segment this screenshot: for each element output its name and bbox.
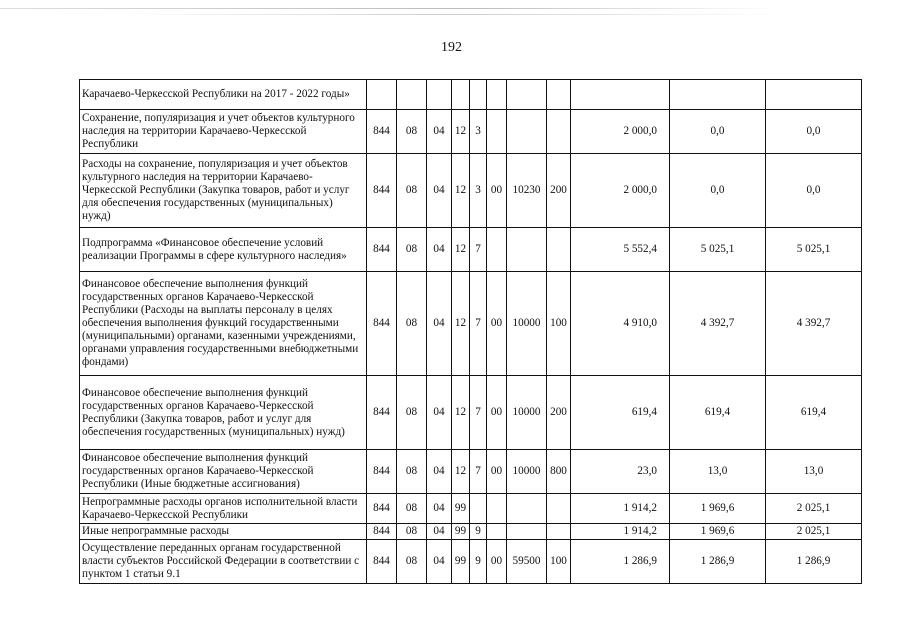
cell-s3: 13,0 [766, 450, 862, 494]
cell-p4 [507, 494, 547, 524]
cell-rz: 08 [397, 272, 427, 376]
cell-rz: 08 [397, 494, 427, 524]
page-number: 192 [441, 40, 462, 55]
cell-pr: 04 [427, 524, 452, 540]
cell-p1: 12 [452, 376, 470, 450]
cell-vr [547, 228, 571, 272]
cell-s2: 13,0 [670, 450, 766, 494]
cell-vr [547, 80, 571, 110]
cell-s2: 619,4 [670, 376, 766, 450]
cell-p1: 12 [452, 272, 470, 376]
cell-p4 [507, 524, 547, 540]
cell-s3: 0,0 [766, 154, 862, 228]
cell-p1: 12 [452, 450, 470, 494]
cell-p2: 7 [470, 272, 487, 376]
table-row [80, 494, 862, 524]
table-row [80, 272, 862, 376]
cell-pr [427, 80, 452, 110]
scan-edge-line [120, 14, 780, 15]
cell-p4: 10000 [507, 272, 547, 376]
cell-p3 [487, 524, 507, 540]
cell-name: Подпрограмма «Финансовое обеспечение условий реализации Программы в сфере культурного наследия» [80, 228, 367, 272]
cell-s1: 4 910,0 [571, 272, 670, 376]
cell-p4 [507, 80, 547, 110]
cell-vr: 200 [547, 376, 571, 450]
cell-rz: 08 [397, 376, 427, 450]
cell-name: Финансовое обеспечение выполнения функций государственных органов Карачаево-Черкесской Республики (Расходы на выплаты персоналу в целях обеспечения выполнения функций государственными (муниципальными) органами, казенными учреждениями, органами управления государственными внебюджетными фондами) [80, 272, 367, 376]
cell-p2 [470, 80, 487, 110]
cell-ved: 844 [367, 376, 397, 450]
cell-name: Расходы на сохранение, популяризация и учет объектов культурного наследия на территории Карачаево-Черкесской Республики (Закупка товаров, работ и услуг для обеспечения государственных (муниципальных) нужд) [80, 154, 367, 228]
cell-vr [547, 524, 571, 540]
cell-p3 [487, 228, 507, 272]
cell-ved: 844 [367, 110, 397, 154]
cell-rz [397, 80, 427, 110]
cell-vr [547, 494, 571, 524]
cell-vr: 800 [547, 450, 571, 494]
table-row [80, 524, 862, 540]
cell-s3 [766, 80, 862, 110]
cell-s2: 1 286,9 [670, 540, 766, 584]
budget-table [79, 79, 862, 584]
table-row [80, 540, 862, 584]
cell-p3: 00 [487, 450, 507, 494]
cell-s3: 4 392,7 [766, 272, 862, 376]
cell-ved: 844 [367, 228, 397, 272]
cell-s2: 0,0 [670, 154, 766, 228]
cell-s3: 0,0 [766, 110, 862, 154]
cell-s2: 1 969,6 [670, 524, 766, 540]
cell-s1 [571, 80, 670, 110]
cell-name: Финансовое обеспечение выполнения функций государственных органов Карачаево-Черкесской Республики (Закупка товаров, работ и услуг для обеспечения государственных (муниципальных) нужд) [80, 376, 367, 450]
cell-pr: 04 [427, 494, 452, 524]
cell-p1: 12 [452, 228, 470, 272]
cell-ved: 844 [367, 450, 397, 494]
table-row [80, 80, 862, 110]
cell-s3: 2 025,1 [766, 524, 862, 540]
cell-rz: 08 [397, 110, 427, 154]
cell-p4 [507, 228, 547, 272]
cell-vr [547, 110, 571, 154]
cell-p2: 7 [470, 228, 487, 272]
cell-s1: 1 914,2 [571, 524, 670, 540]
cell-s1: 2 000,0 [571, 110, 670, 154]
cell-vr: 100 [547, 272, 571, 376]
cell-ved: 844 [367, 540, 397, 584]
cell-p4: 10230 [507, 154, 547, 228]
cell-p1: 12 [452, 110, 470, 154]
table-row [80, 110, 862, 154]
cell-p3 [487, 494, 507, 524]
cell-p3: 00 [487, 376, 507, 450]
cell-p3: 00 [487, 272, 507, 376]
cell-s1: 23,0 [571, 450, 670, 494]
cell-p2 [470, 494, 487, 524]
cell-p2: 3 [470, 110, 487, 154]
cell-p4 [507, 110, 547, 154]
cell-p4: 59500 [507, 540, 547, 584]
cell-s3: 1 286,9 [766, 540, 862, 584]
cell-s3: 619,4 [766, 376, 862, 450]
cell-s3: 5 025,1 [766, 228, 862, 272]
cell-rz: 08 [397, 540, 427, 584]
cell-s1: 1 914,2 [571, 494, 670, 524]
cell-pr: 04 [427, 450, 452, 494]
cell-name: Финансовое обеспечение выполнения функций государственных органов Карачаево-Черкесской Республики (Иные бюджетные ассигнования) [80, 450, 367, 494]
cell-rz: 08 [397, 154, 427, 228]
cell-p2: 7 [470, 376, 487, 450]
cell-s2: 0,0 [670, 110, 766, 154]
cell-p1: 99 [452, 540, 470, 584]
cell-s2: 5 025,1 [670, 228, 766, 272]
cell-pr: 04 [427, 376, 452, 450]
cell-p1: 12 [452, 154, 470, 228]
cell-ved: 844 [367, 154, 397, 228]
cell-pr: 04 [427, 540, 452, 584]
cell-s1: 619,4 [571, 376, 670, 450]
cell-name: Непрограммные расходы органов исполнительной власти Карачаево-Черкесской Республики [80, 494, 367, 524]
table-row [80, 450, 862, 494]
cell-rz: 08 [397, 228, 427, 272]
cell-name: Осуществление переданных органам государственной власти субъектов Российской Федерации в соответствии с пунктом 1 статьи 9.1 [80, 540, 367, 584]
cell-s3: 2 025,1 [766, 494, 862, 524]
cell-ved: 844 [367, 524, 397, 540]
cell-pr: 04 [427, 272, 452, 376]
cell-pr: 04 [427, 154, 452, 228]
cell-rz: 08 [397, 524, 427, 540]
cell-p4: 10000 [507, 450, 547, 494]
cell-pr: 04 [427, 110, 452, 154]
table-row [80, 376, 862, 450]
cell-p1: 99 [452, 524, 470, 540]
table-row [80, 154, 862, 228]
cell-p2: 9 [470, 524, 487, 540]
cell-name: Карачаево-Черкесской Республики на 2017 - 2022 годы» [80, 80, 367, 110]
cell-p4: 10000 [507, 376, 547, 450]
cell-rz: 08 [397, 450, 427, 494]
cell-ved [367, 80, 397, 110]
cell-s2: 4 392,7 [670, 272, 766, 376]
cell-p2: 3 [470, 154, 487, 228]
cell-p2: 9 [470, 540, 487, 584]
cell-s2 [670, 80, 766, 110]
cell-pr: 04 [427, 228, 452, 272]
cell-s1: 1 286,9 [571, 540, 670, 584]
cell-name: Сохранение, популяризация и учет объектов культурного наследия на территории Карачаево-Черкесской Республики [80, 110, 367, 154]
cell-s1: 5 552,4 [571, 228, 670, 272]
cell-vr: 100 [547, 540, 571, 584]
cell-name: Иные непрограммные расходы [80, 524, 367, 540]
cell-s1: 2 000,0 [571, 154, 670, 228]
cell-p3: 00 [487, 154, 507, 228]
cell-p1 [452, 80, 470, 110]
cell-s2: 1 969,6 [670, 494, 766, 524]
cell-p3 [487, 80, 507, 110]
cell-p3 [487, 110, 507, 154]
cell-ved: 844 [367, 272, 397, 376]
cell-p3: 00 [487, 540, 507, 584]
scan-edge-line [0, 8, 780, 9]
cell-p2: 7 [470, 450, 487, 494]
cell-ved: 844 [367, 494, 397, 524]
cell-vr: 200 [547, 154, 571, 228]
cell-p1: 99 [452, 494, 470, 524]
table-row [80, 228, 862, 272]
